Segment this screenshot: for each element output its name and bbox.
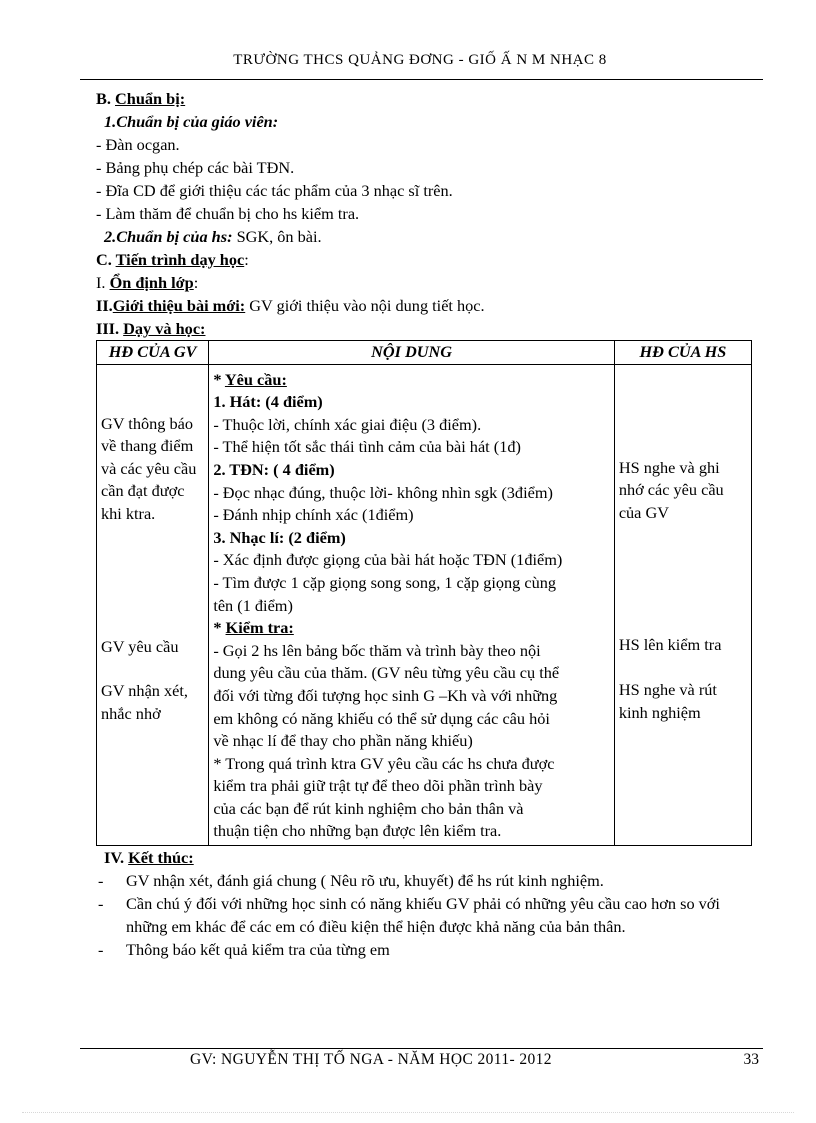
gv-note: và các yêu cầu bbox=[101, 458, 197, 478]
gv-column bbox=[97, 364, 209, 845]
content-item: * Trong quá trình ktra GV yêu cầu các hs chưa được bbox=[213, 753, 555, 773]
lesson-table bbox=[96, 340, 752, 846]
page-header: TRƯỜNG THCS QUẢNG ĐƠNG - GIỐ Ấ N M NHẠC 8 bbox=[233, 52, 607, 68]
content-item: - Gọi 2 hs lên bảng bốc thăm và trình bày theo nội bbox=[213, 640, 541, 660]
content-item: - Thuộc lời, chính xác giai điệu (3 điểm). bbox=[213, 414, 482, 434]
section-c-prefix: C. bbox=[96, 250, 116, 269]
section-iv-title: Kết thúc: bbox=[128, 848, 194, 868]
gv-note: GV yêu cầu bbox=[101, 636, 179, 656]
content-item: - Tìm được 1 cặp giọng song song, 1 cặp giọng cùng bbox=[213, 572, 557, 592]
check-star: * bbox=[213, 618, 226, 638]
step-2-text: GV giới thiệu vào nội dung tiết học. bbox=[245, 296, 485, 315]
list-item bbox=[96, 938, 760, 961]
step-2-prefix: II. bbox=[96, 296, 113, 315]
bullet-dash: - bbox=[98, 894, 104, 914]
section-b-heading bbox=[96, 87, 760, 110]
content-item: - Đọc nhạc đúng, thuộc lời- không nhìn sgk (3điểm) bbox=[213, 482, 553, 502]
footer-divider bbox=[80, 1048, 763, 1049]
requirements-heading bbox=[213, 369, 610, 392]
theory-title: 3. Nhạc lí: (2 điểm) bbox=[213, 527, 346, 547]
content-item: dung yêu cầu của thăm. (GV nêu từng yêu cầu cụ thể bbox=[213, 663, 560, 683]
gv-note: GV nhận xét, bbox=[101, 681, 188, 701]
content-column bbox=[209, 364, 615, 845]
step-2-title: Giới thiệu bài mới: bbox=[112, 296, 246, 315]
section-c-heading bbox=[96, 248, 760, 271]
footer-author: GV: NGUYỄN THỊ TỐ NGA - NĂM HỌC 2011- 2012 bbox=[190, 1051, 552, 1068]
hs-note: nhớ các yêu cầu bbox=[618, 480, 724, 500]
gv-note: nhắc nhở bbox=[101, 703, 161, 723]
bullet-dash: - bbox=[98, 940, 104, 960]
req-star: * bbox=[213, 369, 225, 389]
table-header-row bbox=[97, 341, 752, 365]
section-iv-prefix: IV. bbox=[104, 848, 129, 868]
list-item bbox=[96, 869, 760, 892]
document-body bbox=[96, 87, 760, 961]
content-item: - Đánh nhịp chính xác (1điểm) bbox=[213, 505, 414, 525]
gv-note: GV thông báo bbox=[101, 413, 193, 433]
content-item: tên (1 điểm) bbox=[213, 595, 293, 615]
student-prep-text: SGK, ôn bài. bbox=[232, 227, 322, 246]
step-1-suffix: : bbox=[193, 273, 199, 292]
student-prep-title: 2.Chuẩn bị của hs: bbox=[104, 227, 233, 246]
header-gv: HĐ CỦA GV bbox=[97, 341, 209, 365]
hs-note: HS lên kiểm tra bbox=[618, 635, 722, 655]
req-title: Yêu cầu: bbox=[224, 369, 287, 389]
list-item bbox=[96, 892, 760, 938]
section-iv-heading bbox=[96, 846, 760, 869]
student-prep bbox=[96, 225, 760, 248]
gv-note: về thang điểm bbox=[101, 436, 194, 456]
hs-note: HS nghe và ghi bbox=[618, 457, 720, 477]
content-item: em không có năng khiếu có thể sử dụng các câu hỏi bbox=[213, 708, 550, 728]
gv-note: cần đạt được bbox=[101, 481, 185, 501]
page-edge-dots bbox=[22, 1112, 794, 1113]
teacher-prep-title: 1.Chuẩn bị của giáo viên: bbox=[104, 112, 279, 131]
hs-note: của GV bbox=[618, 502, 669, 522]
header-divider bbox=[80, 79, 763, 80]
table-row bbox=[97, 364, 752, 845]
page-number: 33 bbox=[743, 1051, 759, 1068]
section-b-prefix: B. bbox=[96, 89, 116, 108]
section-b-title: Chuẩn bị: bbox=[115, 89, 186, 108]
content-item: - Xác định được giọng của bài hát hoặc TĐN (1điểm) bbox=[213, 550, 563, 570]
sing-title: 1. Hát: (4 điểm) bbox=[213, 392, 323, 412]
hs-column bbox=[614, 364, 751, 845]
content-item: - Thể hiện tốt sắc thái tình cảm của bài hát (1đ) bbox=[213, 437, 521, 457]
step-2 bbox=[96, 294, 760, 317]
hs-note: HS nghe và rút bbox=[618, 679, 717, 699]
section-c-title: Tiến trình dạy học bbox=[115, 250, 245, 269]
step-3 bbox=[96, 317, 760, 340]
content-item: đối với từng đối tượng học sinh G –Kh và với những bbox=[213, 685, 558, 705]
tdn-title: 2. TĐN: ( 4 điểm) bbox=[213, 459, 335, 479]
section-c-suffix: : bbox=[244, 250, 249, 269]
content-item: thuận tiện cho những bạn được lên kiểm tra. bbox=[213, 821, 502, 841]
closing-item: Thông báo kết quả kiểm tra của từng em bbox=[126, 940, 390, 960]
teacher-item: - Đàn ocgan. bbox=[96, 135, 180, 154]
check-title: Kiểm tra: bbox=[225, 618, 294, 638]
check-heading bbox=[213, 617, 610, 640]
teacher-item: - Làm thăm để chuẩn bị cho hs kiểm tra. bbox=[96, 204, 360, 223]
closing-item: GV nhận xét, đánh giá chung ( Nêu rõ ưu, khuyết) để hs rút kinh nghiệm. bbox=[126, 871, 604, 891]
content-item: của các bạn để rút kinh nghiệm cho bản thân và bbox=[213, 798, 524, 818]
header-content: NỘI DUNG bbox=[209, 341, 615, 365]
gv-note: khi ktra. bbox=[101, 503, 156, 523]
step-1 bbox=[96, 271, 760, 294]
header-hs: HĐ CỦA HS bbox=[614, 341, 751, 365]
closing-item: Cần chú ý đối với những học sinh có năng khiếu GV phải có những yêu cầu cao hơn so với những em khác để các em có điều kiện thể hiện được khả năng của bản thân. bbox=[126, 894, 720, 937]
content-item: về nhạc lí để thay cho phần năng khiếu) bbox=[213, 731, 473, 751]
step-1-prefix: I. bbox=[96, 273, 110, 292]
teacher-item: - Bảng phụ chép các bài TĐN. bbox=[96, 158, 295, 177]
teacher-prep-heading bbox=[96, 110, 760, 133]
content-item: kiểm tra phải giữ trật tự để theo dõi phần trình bày bbox=[213, 776, 543, 796]
hs-note: kinh nghiệm bbox=[618, 702, 701, 722]
step-1-title: Ổn định lớp bbox=[109, 273, 194, 292]
bullet-dash: - bbox=[98, 871, 104, 891]
step-3-title: Dạy và học: bbox=[123, 319, 206, 338]
teacher-item: - Đĩa CD để giới thiệu các tác phẩm của 3 nhạc sĩ trên. bbox=[96, 181, 453, 200]
step-3-prefix: III. bbox=[96, 319, 124, 338]
